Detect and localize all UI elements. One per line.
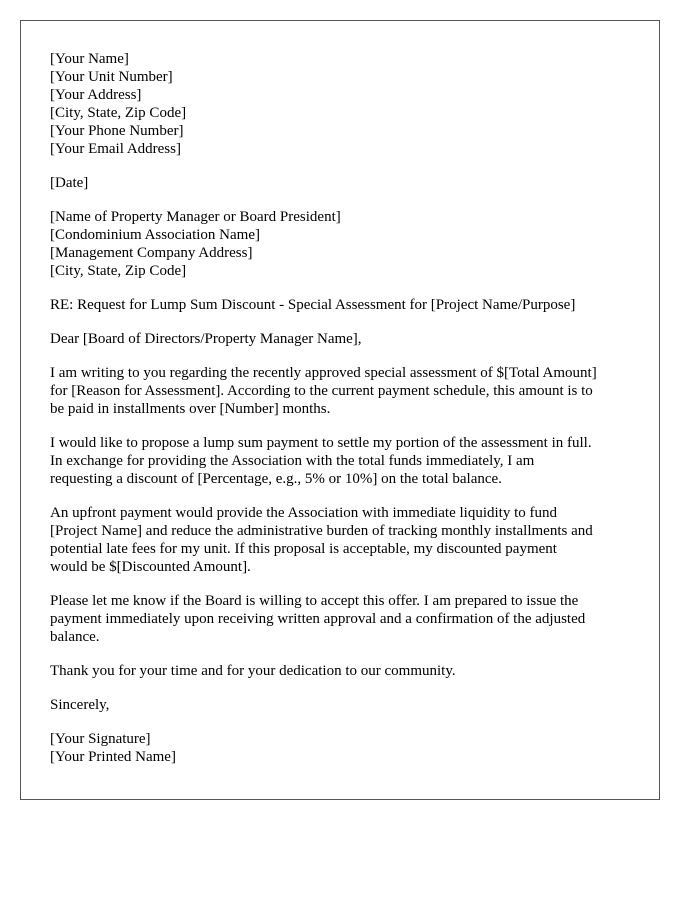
recipient-city-state-zip: [City, State, Zip Code] [50, 263, 187, 279]
letter-body [50, 50, 640, 782]
sender-phone: [Your Phone Number] [50, 123, 184, 139]
sender-name: [Your Name] [50, 51, 129, 67]
paragraph-line: Please let me know if the Board is willing to accept this offer. I am prepared to issue the [50, 593, 579, 609]
subject-line [50, 296, 640, 314]
paragraph-line: Thank you for your time and for your dedication to our community. [50, 663, 456, 679]
sender-address-line: [Your Address] [50, 87, 142, 103]
paragraph-line: would be $[Discounted Amount]. [50, 559, 251, 575]
paragraph-line: be paid in installments over [Number] months. [50, 401, 331, 417]
paragraph-assessment [50, 364, 640, 418]
recipient-name: [Name of Property Manager or Board President] [50, 209, 341, 225]
date-text: [Date] [50, 175, 89, 191]
printed-name-line: [Your Printed Name] [50, 749, 176, 765]
sender-address [50, 50, 640, 158]
closing-text: Sincerely, [50, 697, 110, 713]
letter-frame [20, 20, 660, 800]
paragraph-line: An upfront payment would provide the Association with immediate liquidity to fund [50, 505, 558, 521]
salutation [50, 330, 640, 348]
recipient-company-address: [Management Company Address] [50, 245, 253, 261]
signature-line: [Your Signature] [50, 731, 151, 747]
closing [50, 696, 640, 714]
recipient-association: [Condominium Association Name] [50, 227, 260, 243]
sender-city-state-zip: [City, State, Zip Code] [50, 105, 187, 121]
sender-email: [Your Email Address] [50, 141, 181, 157]
paragraph-line: In exchange for providing the Association with the total funds immediately, I am [50, 453, 535, 469]
letter-date [50, 174, 640, 192]
paragraph-line: I am writing to you regarding the recently approved special assessment of $[Total Amount] [50, 365, 597, 381]
paragraph-line: potential late fees for my unit. If this proposal is acceptable, my discounted payment [50, 541, 557, 557]
paragraph-line: for [Reason for Assessment]. According to the current payment schedule, this amount is to [50, 383, 593, 399]
paragraph-line: balance. [50, 629, 100, 645]
paragraph-proposal [50, 434, 640, 488]
salutation-text: Dear [Board of Directors/Property Manager Name], [50, 331, 362, 347]
paragraph-thanks [50, 662, 640, 680]
paragraph-request [50, 592, 640, 646]
sender-unit: [Your Unit Number] [50, 69, 173, 85]
paragraph-line: [Project Name] and reduce the administrative burden of tracking monthly installments and [50, 523, 593, 539]
paragraph-benefits [50, 504, 640, 576]
paragraph-line: payment immediately upon receiving written approval and a confirmation of the adjusted [50, 611, 586, 627]
signature-block [50, 730, 640, 766]
recipient-address [50, 208, 640, 280]
subject-text: RE: Request for Lump Sum Discount - Special Assessment for [Project Name/Purpose] [50, 297, 576, 313]
paragraph-line: requesting a discount of [Percentage, e.g., 5% or 10%] on the total balance. [50, 471, 502, 487]
paragraph-line: I would like to propose a lump sum payment to settle my portion of the assessment in full. [50, 435, 592, 451]
